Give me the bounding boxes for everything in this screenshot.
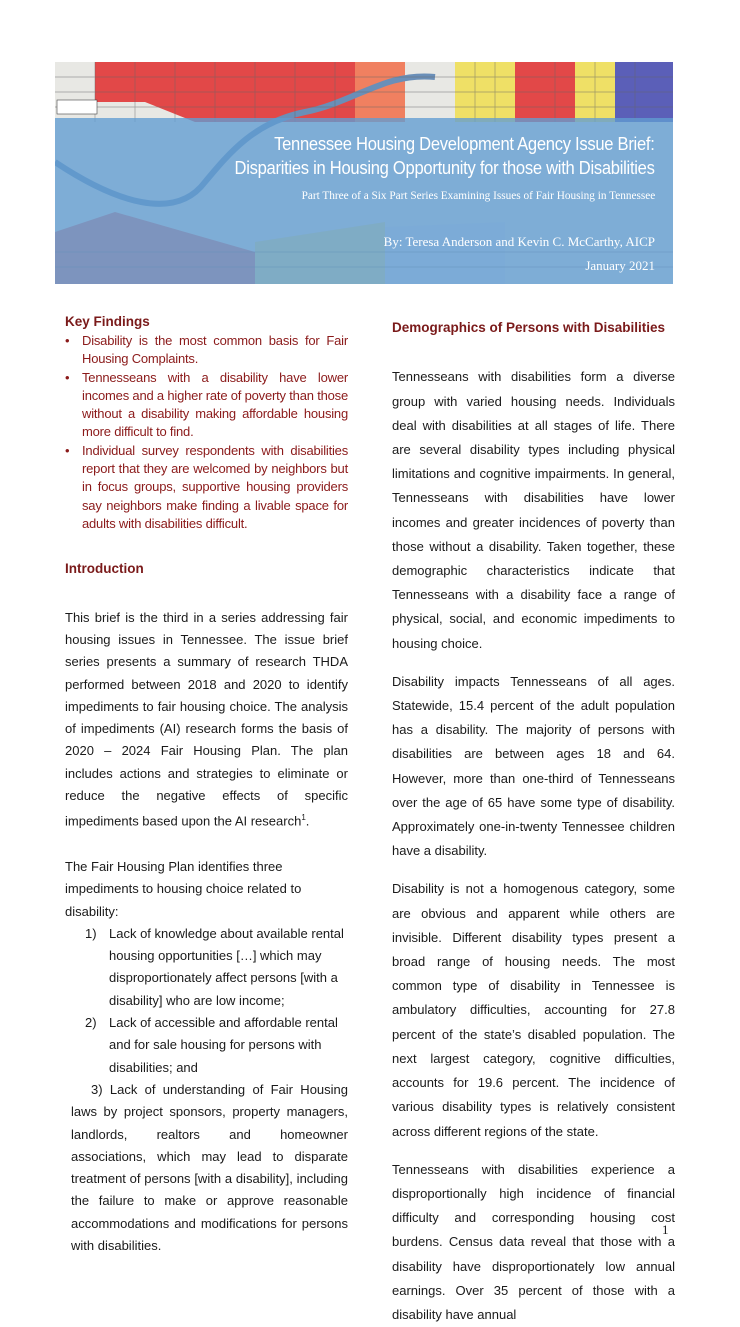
- impediment-item: [65, 923, 348, 1012]
- footnote-marker[interactable]: 1: [301, 813, 306, 823]
- demographics-paragraph: Disability impacts Tennesseans of all ages. Statewide, 15.4 percent of the adult population has a disability. The majority of persons with disabilities are between ages 18 and 64. However, more than one-third of Tennesseans over the age of 65 have some type of disability. Approximately one-in-twenty Tennessee children have a disability.: [392, 673, 675, 859]
- title-line-2: Disparities in Housing Opportunity for those with Disabilities: [234, 158, 655, 178]
- demographics-paragraph: Tennesseans with disabilities experience a disproportionally high incidence of financial difficulty and corresponding housing cost burdens. Census data reveal that those with a disability have disproportionately low annual earnings. Over 35 percent of those with a disability have annual: [392, 1161, 675, 1322]
- fair-housing-plan-intro: The Fair Housing Plan identifies three impediments to housing choice related to disability:: [65, 858, 302, 919]
- key-finding-item: • Tennesseans with a disability have lower incomes and a higher rate of poverty than those without a disability making affordable housing more difficult to find.: [65, 369, 348, 442]
- key-finding-item: • Individual survey respondents with disabilities report that they are welcomed by neighbors but in focus groups, supportive housing providers say neighbors make finding a livable space for adults with disabilities difficult.: [65, 442, 348, 533]
- impediments-list: [65, 923, 348, 1079]
- key-findings-list: [65, 332, 348, 533]
- right-column: [392, 300, 675, 1327]
- introduction-paragraph: This brief is the third in a series addressing fair housing issues in Tennessee. The issue brief series presents a summary of research THDA performed between 2018 and 2020 to identify impediments to fair housing choice. The analysis of impediments (AI) research forms the basis of 2020 – 2024 Fair Housing Plan. The plan includes actions and strategies to eliminate or reduce the negative effects of specific impediments based upon the AI research$^1$.: [65, 609, 348, 829]
- introduction-heading: Introduction: [65, 561, 144, 577]
- impediment-item: [65, 1012, 348, 1079]
- demographics-heading: Demographics of Persons with Disabilities: [392, 320, 666, 335]
- authors: By: Teresa Anderson and Kevin C. McCarthy, AICP: [383, 234, 655, 249]
- impediment-text: Lack of knowledge about available rental housing opportunities […] which may disproportionately affect persons [with a disability] who are low income;: [109, 925, 344, 1008]
- impediment-text: Lack of accessible and affordable rental and for sale housing for persons with disabilities; and: [109, 1015, 338, 1075]
- key-findings-heading: Key Findings: [65, 314, 150, 329]
- page-number: 1: [662, 1222, 669, 1237]
- left-column: [65, 300, 348, 1257]
- impediment-number: 1): [85, 925, 97, 941]
- publication-date: January 2021: [585, 258, 655, 273]
- impediment-item-3: 3) Lack of understanding of Fair Housing laws by project sponsors, property managers, landlords, realtors and homeowner associations, which may lead to disparate treatment of persons [with a disability], including the failure to make or approve reasonable accommodations and modifications for persons with disabilities.: [71, 1081, 348, 1254]
- title-line-1: Tennessee Housing Development Agency Issue Brief:: [274, 134, 655, 154]
- key-finding-item: • Disability is the most common basis for Fair Housing Complaints.: [65, 332, 348, 369]
- header-banner: [55, 62, 673, 284]
- impediment-number: 2): [85, 1015, 97, 1031]
- demographics-paragraph: Tennesseans with disabilities form a diverse group with varied housing needs. Individuals deal with disabilities at all stages of life. There are several disability types including physical limitations and cognitive impairments. In general, Tennesseans with disabilities have lower incomes and greater incidences of poverty than those without a disability. Taken together, these demographic characteristics indicate that Tennesseans with a disability face a range of physical, social, and economic impediments to housing choice.: [392, 369, 675, 651]
- introduction-text: This brief is the third in a series addressing fair housing issues in Tennessee. The issue brief series presents a summary of research THDA performed between 2018 and 2020 to identify impediments to fair housing choice. The analysis of impediments (AI) research forms the basis of 2020 – 2024 Fair Housing Plan. The plan includes actions and strategies to eliminate or reduce the negative effects of specific impediments based upon the AI research: [65, 609, 348, 829]
- subtitle: Part Three of a Six Part Series Examining Issues of Fair Housing in Tennessee: [301, 188, 655, 202]
- demographics-paragraph: Disability is not a homogenous category, some are obvious and apparent while others are invisible. Different disability types present a broad range of housing needs. The most common type of disability in Tennessee is ambulatory difficulties, accounting for 27.8 percent of the state’s disabled population. The next largest category, cognitive difficulties, accounts for 19.6 percent. The incidence of various disability types is relatively consistent across different regions of the state.: [392, 881, 675, 1139]
